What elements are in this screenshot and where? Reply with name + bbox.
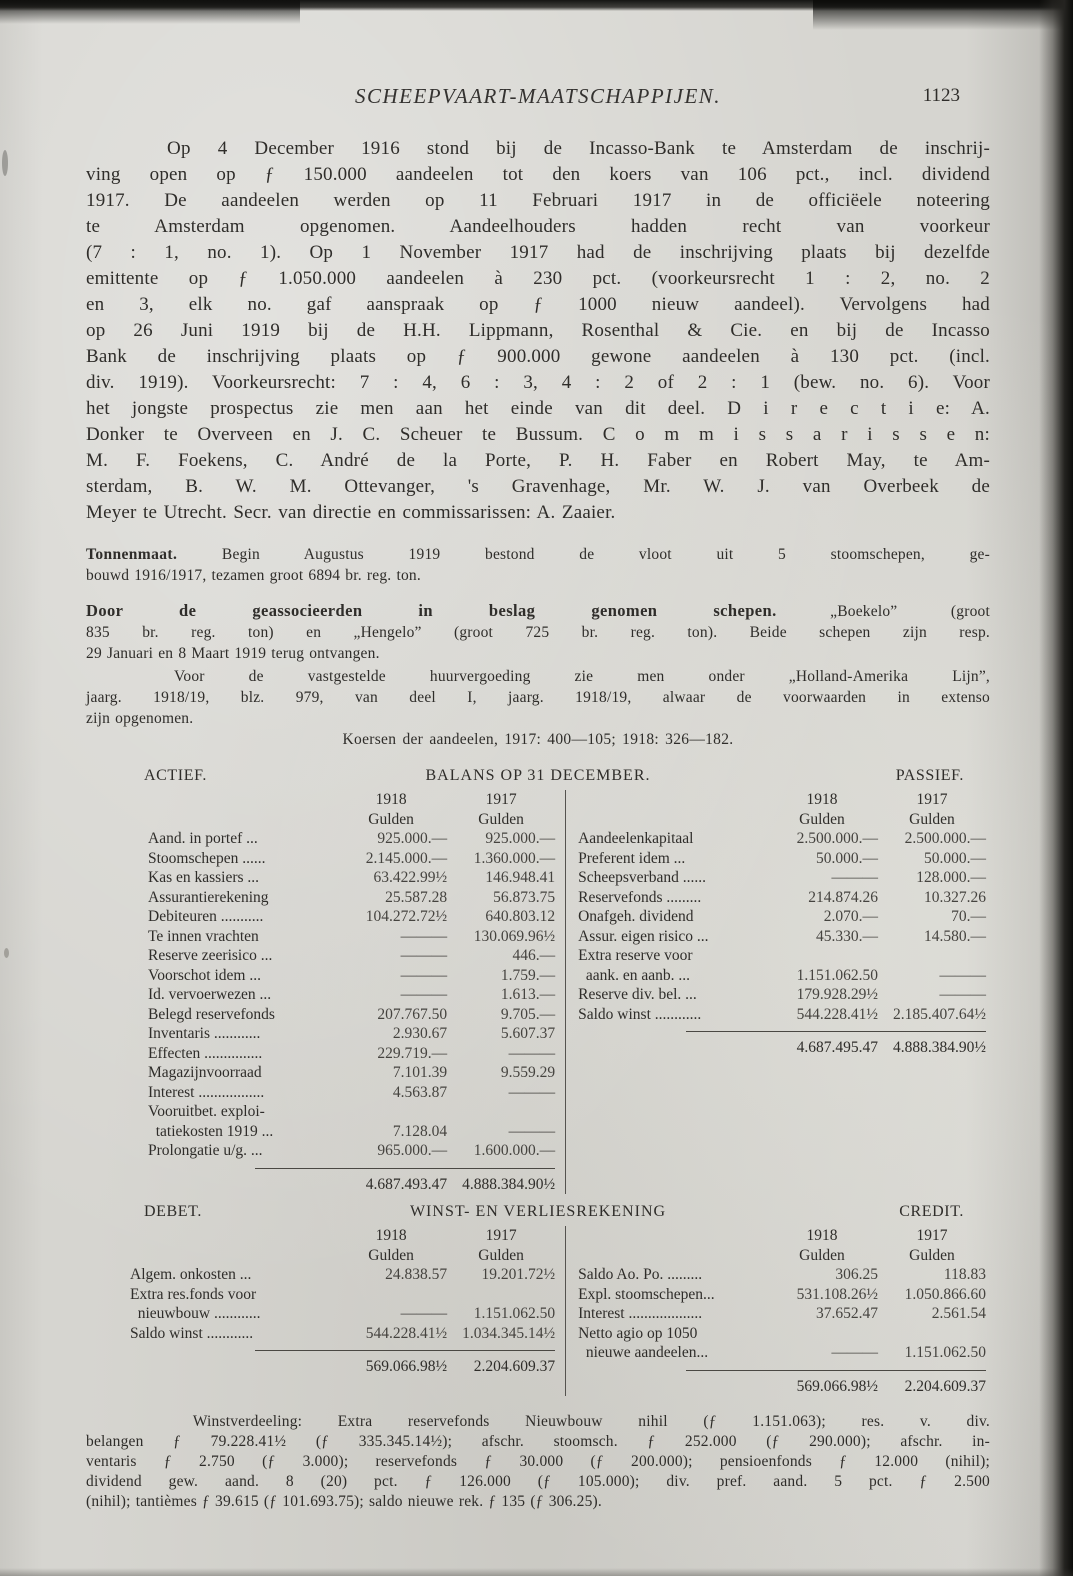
- text-line: zijn opgenomen.: [86, 710, 194, 727]
- tonnage-paragraph: [86, 544, 990, 586]
- seized-ships-label: Door de geassocieerden in beslag genomen schepen.: [86, 601, 777, 620]
- unit-label: Gulden: [909, 1246, 955, 1264]
- amount-1917: 50.000.—: [923, 849, 986, 867]
- amount-1917: 1.360.000.—: [473, 849, 556, 867]
- pnl-title: WINST- EN VERLIESREKENING: [409, 1203, 667, 1220]
- row-label: Extra reserve voor: [578, 947, 693, 964]
- amount-1917: 446.—: [512, 947, 556, 964]
- amount-1917: 9.559.29: [500, 1064, 556, 1081]
- seized-first-rest: „Boekelo” (groot: [776, 603, 990, 620]
- amount-1917: [878, 946, 986, 966]
- total-1917: 2.204.609.37: [473, 1358, 556, 1375]
- seized-lines: [86, 622, 990, 664]
- amount-1917: 1.759.—: [500, 966, 556, 984]
- row-label: Interest ...................: [578, 1305, 703, 1322]
- amount-1917: 19.201.72½: [481, 1266, 556, 1283]
- balance-halves: [86, 790, 990, 1194]
- row-label: Reserve div. bel. ...: [578, 986, 697, 1003]
- amount-1917: 1.600.000.—: [473, 1142, 556, 1159]
- table-row: [148, 1024, 555, 1044]
- row-label: Effecten ...............: [148, 1044, 263, 1062]
- table-row: [148, 946, 555, 966]
- row-label: Scheepsverband ......: [578, 869, 706, 886]
- total-1917: 4.888.384.90½: [892, 1039, 986, 1056]
- amount-1918: 179.928.29½: [796, 986, 878, 1003]
- amount-1918: 50.000.—: [815, 849, 878, 867]
- table-row: [578, 985, 986, 1005]
- row-label: nieuwbouw ............: [130, 1305, 261, 1322]
- row-label: Aand. in portef ...: [148, 830, 258, 847]
- text-line: emittente op ƒ 1.050.000 aandeelen à 230 pct. (voorkeursrecht 1 : 2, no. 2: [86, 268, 990, 289]
- amount-1918: 2.930.67: [392, 1025, 448, 1042]
- amount-1918: 1.151.062.50: [796, 966, 878, 984]
- text-line: div. 1919). Voorkeursrecht: 7 : 4, 6 : 3, 4 : 2 of 2 : 1 (bew. no. 6). Voor: [86, 372, 990, 393]
- amount-1918: [766, 946, 878, 966]
- amount-1918: ———: [400, 947, 448, 964]
- row-label: Prolongatie u/g. ...: [148, 1142, 263, 1159]
- total-1917: 4.888.384.90½: [462, 1175, 556, 1193]
- table-row: [148, 927, 555, 947]
- amount-1917: 10.327.26: [923, 888, 986, 906]
- row-label: Extra res.fonds voor: [130, 1285, 257, 1303]
- scan-edge-right: [1039, 0, 1073, 1576]
- year-1918: 1918: [806, 791, 838, 808]
- row-label: nieuwe aandeelen...: [578, 1344, 709, 1361]
- year-header-row: [148, 790, 555, 810]
- row-label: Reservefonds .........: [578, 888, 702, 906]
- amount-1917: 2.561.54: [931, 1305, 986, 1322]
- unit-label: Gulden: [799, 1246, 845, 1264]
- total-1918: 4.687.493.47: [365, 1175, 448, 1193]
- amount-1917: 1.151.062.50: [473, 1305, 556, 1322]
- text-line: op 26 Juni 1919 bij de H.H. Lippmann, Rosenthal & Cie. en bij de Incasso: [86, 320, 990, 341]
- amount-1917: 1.613.—: [500, 986, 556, 1003]
- row-label: Aandeelenkapitaal: [578, 830, 694, 847]
- amount-1917: 128.000.—: [916, 869, 986, 886]
- amount-1917: 2.500.000.—: [904, 830, 986, 847]
- row-label: Id. vervoerwezen ...: [148, 986, 272, 1003]
- year-1917: 1917: [485, 1227, 517, 1244]
- table-row: [148, 907, 555, 927]
- row-label: Algem. onkosten ...: [130, 1266, 252, 1283]
- text-line: Meyer te Utrecht. Secr. van directie en commissarissen: A. Zaaier.: [86, 502, 616, 523]
- intro-lines: [86, 136, 990, 526]
- unit-label: Gulden: [368, 1246, 414, 1264]
- passief-label: PASSIEF.: [895, 767, 964, 784]
- unit-label: Gulden: [368, 810, 414, 828]
- table-row: [130, 1285, 555, 1305]
- amount-1918: 2.145.000.—: [365, 849, 448, 867]
- text-line: het jongste prospectus zie men aan het einde van dit deel. D i r e c t i e: A.: [86, 398, 990, 419]
- tonnage-label: Tonnenmaat.: [86, 546, 178, 563]
- text-line: bouwd 1916/1917, tezamen groot 6894 br. reg. ton.: [86, 567, 421, 584]
- table-row: [130, 1304, 555, 1324]
- passief-column: [565, 790, 990, 1194]
- table-row: [148, 1141, 555, 1161]
- table-row: [130, 1265, 555, 1285]
- running-head: [86, 84, 990, 110]
- unit-header-row: [148, 810, 555, 830]
- table-row: [578, 1265, 986, 1285]
- table-row: [578, 1285, 986, 1305]
- unit-label: Gulden: [478, 810, 524, 828]
- profit-distribution-paragraph: [86, 1412, 990, 1512]
- amount-1918: ———: [400, 986, 448, 1003]
- table-row: [578, 829, 986, 849]
- tonnage-first-rest: Begin Augustus 1919 bestond de vloot uit 5 stoomschepen, ge-: [177, 546, 990, 563]
- actief-label: ACTIEF.: [144, 767, 207, 784]
- debet-column: [86, 1226, 565, 1396]
- amount-1917: 640.803.12: [485, 908, 556, 925]
- row-label: Interest .................: [148, 1083, 265, 1101]
- amount-1918: ———: [400, 966, 448, 984]
- text-line: Op 4 December 1916 stond bij de Incasso-Bank te Amsterdam de inschrij-: [86, 138, 990, 159]
- credit-column: [565, 1226, 990, 1396]
- amount-1917: 1.050.866.60: [904, 1285, 986, 1303]
- total-1918: 4.687.495.47: [796, 1039, 878, 1056]
- rental-note-paragraph: [86, 666, 990, 729]
- row-label: Stoomschepen ......: [148, 849, 266, 867]
- text-line: [86, 600, 990, 622]
- total-1918: 569.066.98½: [796, 1377, 878, 1395]
- amount-1918: ———: [831, 1344, 878, 1361]
- credit-total-row: [578, 1370, 986, 1397]
- text-line: jaarg. 1918/19, blz. 979, van deel I, jaarg. 1918/19, alwaar de voorwaarden in extenso: [86, 689, 990, 706]
- text-line: en 3, elk no. gaf aanspraak op ƒ 1000 nieuw aandeel). Vervolgens had: [86, 294, 990, 315]
- amount-1918: [335, 1102, 447, 1122]
- row-label: Assur. eigen risico ...: [578, 927, 709, 945]
- row-label: Preferent idem ...: [578, 849, 686, 867]
- table-row: [148, 829, 555, 849]
- amount-1917: 9.705.—: [500, 1005, 556, 1023]
- year-1918: 1918: [375, 791, 407, 808]
- amount-1917: ———: [508, 1044, 556, 1062]
- amount-1917: 146.948.41: [485, 869, 556, 886]
- table-row: [148, 868, 555, 888]
- table-row: [148, 1044, 555, 1064]
- share-prices-line: Koersen der aandeelen, 1917: 400—105; 1918: 326—182.: [342, 731, 734, 748]
- table-row: [578, 1005, 986, 1025]
- row-label: Saldo Ao. Po. .........: [578, 1266, 703, 1283]
- table-row: [578, 966, 986, 986]
- year-1917: 1917: [916, 791, 948, 808]
- table-row: [578, 868, 986, 888]
- amount-1918: 4.563.87: [392, 1083, 448, 1101]
- amount-1917: 5.607.37: [500, 1025, 556, 1042]
- distribution-lines: [86, 1412, 990, 1512]
- text-line: te Amsterdam opgenomen. Aandeelhouders hadden recht van voorkeur: [86, 216, 990, 237]
- pnl-caption: [86, 1202, 990, 1226]
- row-label: tatiekosten 1919 ...: [148, 1122, 274, 1140]
- table-row: [578, 927, 986, 947]
- amount-1918: 544.228.41½: [365, 1324, 448, 1342]
- amount-1918: 63.422.99½: [373, 869, 448, 886]
- text-line: 29 Januari en 8 Maart 1919 terug ontvangen.: [86, 645, 380, 662]
- amount-1918: 229.719.—: [377, 1044, 448, 1062]
- amount-1917: 1.034.345.14½: [462, 1324, 556, 1342]
- table-row: [148, 1005, 555, 1025]
- amount-1917: [447, 1102, 555, 1122]
- amount-1918: 2.500.000.—: [796, 830, 878, 847]
- table-row: [578, 907, 986, 927]
- amount-1918: 925.000.—: [377, 830, 448, 847]
- amount-1918: 2.070.—: [823, 908, 878, 925]
- unit-label: Gulden: [909, 810, 955, 828]
- year-header-row: [578, 790, 986, 810]
- year-1917: 1917: [485, 791, 517, 808]
- rental-lines: [86, 666, 990, 729]
- unit-header-row: [130, 1246, 555, 1266]
- table-row: [148, 849, 555, 869]
- table-row: [578, 1343, 986, 1363]
- scan-speck: [4, 948, 9, 958]
- debet-total-row: [130, 1350, 555, 1377]
- row-label: Inventaris ............: [148, 1025, 261, 1042]
- credit-label: CREDIT.: [899, 1203, 964, 1220]
- amount-1917: [447, 1285, 555, 1305]
- row-label: aank. en aanb. ...: [578, 966, 691, 984]
- row-label: Expl. stoomschepen...: [578, 1285, 715, 1303]
- text-line: ventaris ƒ 2.750 (ƒ 3.000); reservefonds ƒ 30.000 (ƒ 200.000); pensioenfonds ƒ 12.000 (nihil);: [86, 1453, 990, 1470]
- table-row: [130, 1324, 555, 1344]
- total-1917: 2.204.609.37: [904, 1377, 986, 1395]
- amount-1917: 14.580.—: [923, 927, 986, 945]
- text-line: Winstverdeeling: Extra reservefonds Nieuwbouw nihil (ƒ 1.151.063); res. v. div.: [86, 1413, 990, 1430]
- amount-1918: 306.25: [835, 1266, 878, 1283]
- pnl-halves: [86, 1226, 990, 1396]
- text-line: Donker te Overveen en J. C. Scheuer te Bussum. C o m m i s s a r i s s e n:: [86, 424, 990, 445]
- amount-1918: 45.330.—: [815, 927, 878, 945]
- amount-1918: 24.838.57: [385, 1266, 448, 1283]
- amount-1918: [335, 1285, 447, 1305]
- scan-speck: [2, 150, 8, 176]
- row-label: Voorschot idem ...: [148, 966, 261, 984]
- row-label: Debiteuren ...........: [148, 908, 264, 925]
- unit-header-row: [578, 810, 986, 830]
- table-row: [148, 1063, 555, 1083]
- seized-ships-paragraph: [86, 600, 990, 664]
- actief-column: [86, 790, 565, 1194]
- row-label: Reserve zeerisico ...: [148, 947, 273, 964]
- amount-1918: 7.128.04: [392, 1122, 448, 1140]
- text-line: M. F. Foekens, C. André de la Porte, P. H. Faber en Robert May, te Am-: [86, 450, 990, 471]
- year-header-row: [130, 1226, 555, 1246]
- row-label: Vooruitbet. exploi-: [148, 1103, 265, 1120]
- year-1918: 1918: [806, 1227, 838, 1244]
- amount-1917: ———: [939, 966, 986, 984]
- unit-label: Gulden: [799, 810, 845, 828]
- intro-paragraph: [86, 136, 990, 526]
- table-row: [578, 888, 986, 908]
- row-label: Netto agio op 1050: [578, 1324, 698, 1342]
- table-row: [148, 1122, 555, 1142]
- amount-1918: ———: [400, 927, 448, 945]
- amount-1917: 130.069.96½: [473, 927, 556, 945]
- amount-1918: ———: [831, 869, 878, 886]
- amount-1918: 25.587.28: [385, 888, 448, 906]
- amount-1918: 207.767.50: [377, 1005, 448, 1023]
- text-line: (nihil); tantièmes ƒ 39.615 (ƒ 101.693.75); saldo nieuwe rek. ƒ 135 (ƒ 306.25).: [86, 1493, 602, 1510]
- amount-1918: [766, 1324, 878, 1344]
- page-title: SCHEEPVAART-MAATSCHAPPIJEN.: [354, 84, 722, 108]
- table-row: [148, 985, 555, 1005]
- amount-1917: 1.151.062.50: [904, 1344, 986, 1361]
- amount-1918: 7.101.39: [392, 1064, 448, 1081]
- row-label: Kas en kassiers ...: [148, 869, 260, 886]
- profit-loss-table: [86, 1202, 990, 1396]
- text-line: Bank de inschrijving plaats op ƒ 900.000 gewone aandeelen à 130 pct. (incl.: [86, 346, 990, 367]
- year-1918: 1918: [375, 1227, 407, 1244]
- row-label: Magazijnvoorraad: [148, 1064, 262, 1081]
- scan-edge-bottom: [0, 1568, 1073, 1576]
- table-row: [148, 1102, 555, 1122]
- table-row: [578, 849, 986, 869]
- row-label: Saldo winst ............: [578, 1005, 702, 1023]
- amount-1917: [878, 1324, 986, 1344]
- amount-1918: 214.874.26: [808, 888, 878, 906]
- balance-sheet-table: [86, 766, 990, 1194]
- scan-corner-top-right: [813, 0, 1073, 30]
- actief-total-row: [148, 1168, 555, 1195]
- tonnage-lines: [86, 565, 990, 586]
- row-label: Assurantierekening: [148, 888, 269, 906]
- unit-label: Gulden: [478, 1246, 524, 1264]
- row-label: Onafgeh. dividend: [578, 908, 694, 925]
- amount-1917: 118.83: [943, 1266, 986, 1283]
- amount-1918: ———: [400, 1305, 448, 1322]
- amount-1917: 70.—: [951, 908, 986, 925]
- table-row: [148, 888, 555, 908]
- unit-header-row: [578, 1246, 986, 1266]
- total-1918: 569.066.98½: [365, 1358, 448, 1375]
- amount-1918: 37.652.47: [815, 1305, 878, 1322]
- debet-label: DEBET.: [144, 1203, 202, 1220]
- table-row: [578, 946, 986, 966]
- table-row: [578, 1304, 986, 1324]
- text-line: 835 br. reg. ton) en „Hengelo” (groot 725 br. reg. ton). Beide schepen zijn resp.: [86, 624, 990, 641]
- amount-1917: 925.000.—: [485, 830, 556, 847]
- amount-1917: ———: [508, 1122, 556, 1140]
- amount-1917: 2.185.407.64½: [892, 1005, 986, 1023]
- text-line: [86, 544, 990, 565]
- row-label: Te innen vrachten: [148, 927, 259, 945]
- balance-title: BALANS OP 31 DECEMBER.: [425, 767, 651, 784]
- amount-1917: ———: [508, 1083, 556, 1101]
- table-row: [148, 966, 555, 986]
- row-label: Saldo winst ............: [130, 1324, 254, 1342]
- passief-total-row: [578, 1031, 986, 1058]
- page-number: 1123: [922, 85, 960, 106]
- amount-1917: 56.873.75: [493, 888, 556, 906]
- row-label: Belegd reservefonds: [148, 1005, 275, 1023]
- text-line: dividend gew. aand. 8 (20) pct. ƒ 126.000 (ƒ 105.000); div. pref. aand. 5 pct. ƒ 2.500: [86, 1473, 990, 1490]
- text-line: (7 : 1, no. 1). Op 1 November 1917 had de inschrijving plaats bij dezelfde: [86, 242, 990, 263]
- text-line: Voor de vastgestelde huurvergoeding zie men onder „Holland-Amerika Lijn”,: [86, 668, 990, 685]
- amount-1918: 531.108.26½: [796, 1285, 878, 1303]
- year-1917: 1917: [916, 1227, 948, 1244]
- table-row: [578, 1324, 986, 1344]
- text-line: 1917. De aandeelen werden op 11 Februari 1917 in de officiëele noteering: [86, 190, 990, 211]
- text-line: ving open op ƒ 150.000 aandeelen tot den koers van 106 pct., incl. dividend: [86, 164, 990, 185]
- text-line: belangen ƒ 79.228.41½ (ƒ 335.345.14½); afschr. stoomsch. ƒ 252.000 (ƒ 290.000); afschr. in-: [86, 1433, 990, 1450]
- year-header-row: [578, 1226, 986, 1246]
- amount-1918: 544.228.41½: [796, 1005, 878, 1023]
- amount-1918: 965.000.—: [377, 1142, 448, 1159]
- table-row: [148, 1083, 555, 1103]
- amount-1918: 104.272.72½: [365, 908, 448, 925]
- scan-corner-top-left: [0, 0, 300, 24]
- text-line: sterdam, B. W. M. Ottevanger, 's Gravenhage, Mr. W. J. van Overbeek de: [86, 476, 990, 497]
- balance-caption: [86, 766, 990, 790]
- amount-1917: ———: [939, 986, 986, 1003]
